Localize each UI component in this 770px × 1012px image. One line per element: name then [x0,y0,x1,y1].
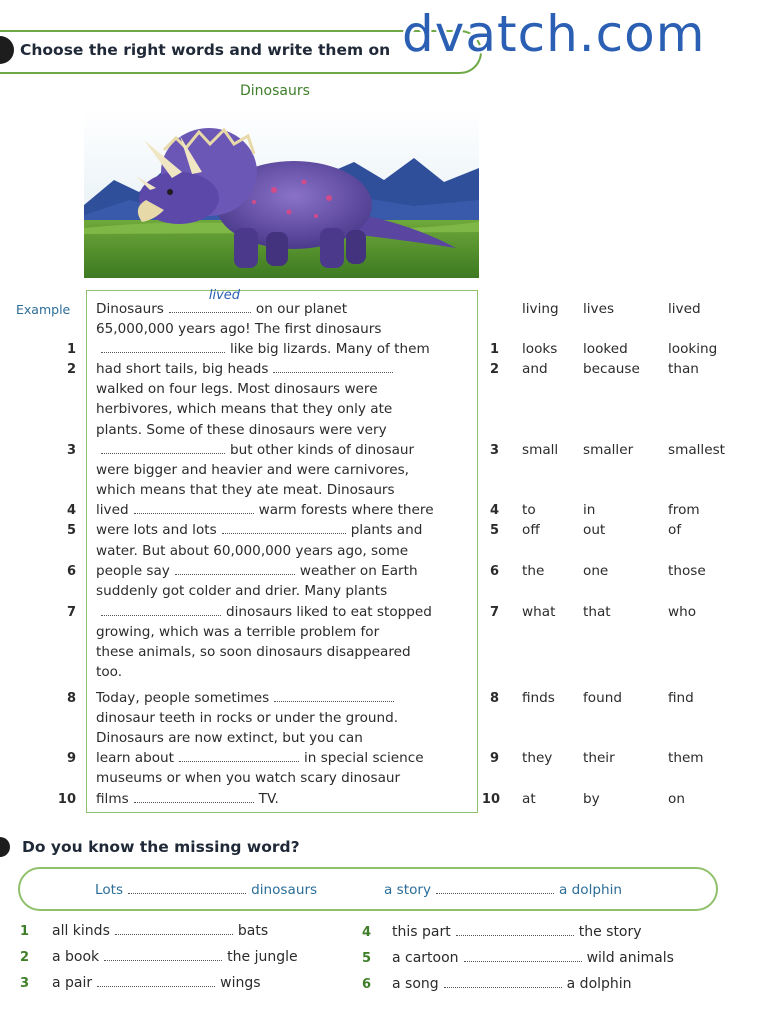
text-line [96,664,122,680]
option-number: 10 [481,792,500,807]
item-before: this part [392,924,451,940]
option-word[interactable]: what [522,604,556,620]
item-number: 4 [362,925,372,940]
pill-before: Lots [95,882,124,898]
missing-word-item [52,923,268,939]
line-text: plants and [350,522,423,538]
option-number: 4 [489,503,499,518]
answer-gap[interactable] [128,883,246,894]
line-number: 1 [66,342,76,357]
line-number: 5 [66,523,76,538]
missing-word-item [52,975,261,991]
line-text: had short tails, big heads [96,361,269,377]
answer-gap[interactable] [179,751,299,762]
answer-gap[interactable] [104,950,222,961]
line-text: 65,000,000 years ago! The first dinosaurs [96,321,382,337]
answer-gap[interactable] [175,564,295,575]
option-word[interactable]: from [668,502,700,518]
text-line [96,583,387,599]
answer-gap[interactable] [436,883,554,894]
option-number: 2 [489,362,499,377]
text-line [96,543,408,559]
line-text: water. But about 60,000,000 years ago, some [96,543,409,559]
text-line [96,482,395,498]
text-line [96,288,348,317]
line-text: in special science [303,750,424,766]
option-word[interactable]: looks [522,341,558,357]
option-word[interactable]: smaller [583,442,634,458]
example-answer: lived [208,288,241,303]
item-number: 3 [20,976,30,991]
item-before: a book [52,949,100,965]
option-number: 6 [489,564,499,579]
missing-word-item [392,976,632,992]
option-word[interactable]: one [583,563,609,579]
answer-gap[interactable] [169,288,251,313]
option-number: 8 [489,691,499,706]
answer-gap[interactable] [101,342,225,353]
answer-gap[interactable] [115,924,233,935]
answer-gap[interactable] [101,443,225,454]
line-text: growing, which was a terrible problem for [96,624,380,640]
story-title: Dinosaurs [240,83,310,99]
line-text: learn about [96,750,174,766]
option-number: 7 [489,605,499,620]
option-word[interactable]: because [583,361,640,377]
line-number: 10 [57,792,76,807]
answer-gap[interactable] [101,605,221,616]
triceratops-illustration [84,110,479,278]
line-text: which means that they ate meat. Dinosaurs [96,482,395,498]
item-number: 6 [362,977,372,992]
line-text: people say [96,563,170,579]
line-number: 3 [66,443,76,458]
line-text: were lots and lots [96,522,217,538]
pill-phrase [384,882,622,898]
option-word[interactable]: on [668,791,685,807]
line-text: lived [96,502,129,518]
text-line [96,604,432,620]
option-word[interactable]: find [668,690,694,706]
text-line [96,341,430,357]
item-after: wild animals [586,950,674,966]
example-label: Example [16,302,71,317]
pill-after: a dolphin [559,882,623,898]
line-text: Dinosaurs [96,301,164,317]
option-word[interactable]: off [522,522,540,538]
option-word[interactable]: lived [668,301,701,317]
option-word[interactable]: who [668,604,697,620]
line-text: on our planet [255,301,348,317]
item-number: 1 [20,924,30,939]
text-line [96,750,424,766]
text-line [96,401,392,417]
option-word[interactable]: looking [668,341,718,357]
section-bullet-icon [0,837,10,857]
option-word[interactable]: finds [522,690,555,706]
option-word[interactable]: that [583,604,611,620]
option-word[interactable]: of [668,522,682,538]
text-line [96,361,398,377]
item-after: a dolphin [566,976,632,992]
line-number: 7 [66,605,76,620]
text-line [96,563,418,579]
option-word[interactable]: found [583,690,622,706]
option-number: 3 [489,443,499,458]
item-number: 5 [362,951,372,966]
item-after: wings [220,975,261,991]
line-text: films [96,791,129,807]
line-number: 8 [66,691,76,706]
item-number: 2 [20,950,30,965]
line-text: dinosaur teeth in rocks or under the ground. [96,710,399,726]
option-number: 9 [489,751,499,766]
answer-gap[interactable] [273,362,393,373]
option-word[interactable]: by [583,791,600,807]
line-text: walked on four legs. Most dinosaurs were [96,381,378,397]
option-word[interactable]: than [668,361,699,377]
line-text: TV. [258,791,279,807]
line-text: like big lizards. Many of them [230,341,430,357]
answer-gap[interactable] [444,977,562,988]
text-line [96,624,379,640]
missing-word-item [392,924,642,940]
line-text: suddenly got colder and drier. Many plants [96,583,388,599]
answer-gap[interactable] [222,523,346,534]
line-text: were bigger and heavier and were carnivores, [96,462,410,478]
line-number: 4 [66,503,76,518]
answer-gap[interactable] [456,925,574,936]
option-word[interactable]: those [668,563,706,579]
text-line [96,381,378,397]
answer-gap[interactable] [134,792,254,803]
pill-before: a story [384,882,432,898]
option-word[interactable]: at [522,791,536,807]
line-text: but other kinds of dinosaur [230,442,415,458]
missing-word-item [392,950,674,966]
text-line [96,644,411,660]
text-line [96,791,279,807]
option-number: 5 [489,523,499,538]
answer-gap[interactable] [464,951,582,962]
item-before: a song [392,976,439,992]
item-after: the jungle [227,949,298,965]
item-before: a cartoon [392,950,459,966]
text-line [96,770,400,786]
option-word[interactable]: in [583,502,596,518]
pill-after: dinosaurs [251,882,318,898]
option-word[interactable]: and [522,361,548,377]
option-number: 1 [489,342,499,357]
text-line [96,710,398,726]
option-word[interactable]: the [522,563,545,579]
item-before: a pair [52,975,93,991]
option-word[interactable]: to [522,502,536,518]
option-word[interactable]: lives [583,301,615,317]
line-number: 2 [66,362,76,377]
line-text: museums or when you watch scary dinosaur [96,770,401,786]
answer-gap[interactable] [97,976,215,987]
option-word[interactable]: looked [583,341,628,357]
text-line [96,502,434,518]
answer-gap[interactable] [274,691,394,702]
text-line [96,690,399,706]
line-number: 6 [66,564,76,579]
line-text: warm forests where there [258,502,434,518]
missing-word-item [52,949,298,965]
line-text: too. [96,664,123,680]
line-text: herbivores, which means that they only ate [96,401,393,417]
line-text: weather on Earth [299,563,418,579]
line-text: dinosaurs liked to eat stopped [226,604,432,620]
pill-phrase [95,882,317,898]
line-text: Today, people sometimes [96,690,270,706]
section2-title: Do you know the missing word? [22,838,300,856]
option-word[interactable]: them [668,750,704,766]
text-line [96,321,381,337]
watermark: dvatch.com [402,5,706,63]
text-line [96,442,414,458]
item-before: all kinds [52,923,110,939]
line-text: plants. Some of these dinosaurs were very [96,422,387,438]
option-word[interactable]: out [583,522,606,538]
option-word[interactable]: small [522,442,559,458]
text-line [96,462,409,478]
answer-gap[interactable] [134,503,254,514]
option-word[interactable]: they [522,750,553,766]
option-word[interactable]: living [522,301,559,317]
option-word[interactable]: smallest [668,442,725,458]
text-line [96,730,363,746]
option-word[interactable]: their [583,750,615,766]
text-line [96,522,422,538]
line-text: Dinosaurs are now extinct, but you can [96,730,363,746]
text-line [96,422,387,438]
item-after: bats [237,923,269,939]
instruction-text: Choose the right words and write them on [20,41,391,59]
line-text: these animals, so soon dinosaurs disappeared [96,644,411,660]
line-number: 9 [66,751,76,766]
item-after: the story [578,924,642,940]
